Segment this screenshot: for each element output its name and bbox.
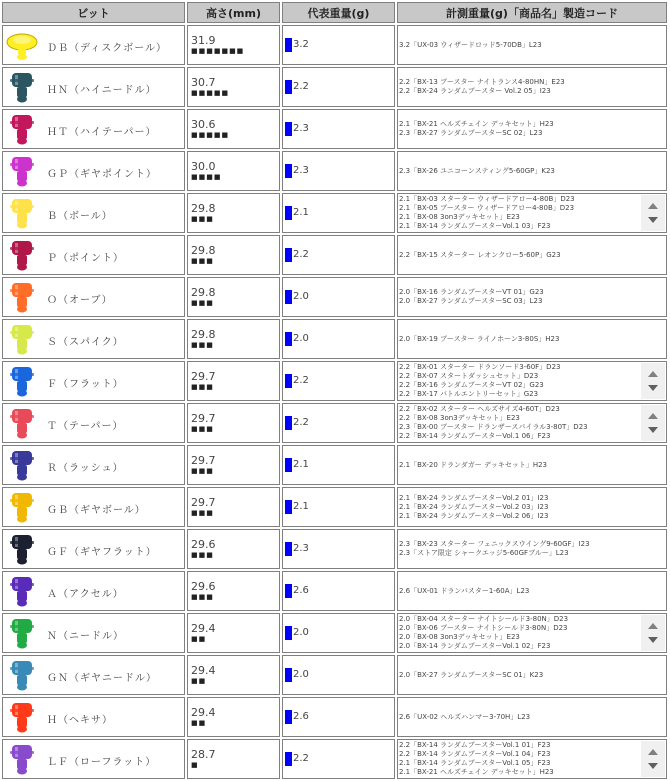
height-value: 30.6	[191, 118, 216, 131]
codes-cell	[397, 529, 667, 569]
bit-name: Ｔ（テーパー）	[47, 421, 124, 432]
weight-value: 2.1	[293, 459, 309, 470]
height-cell	[187, 361, 280, 401]
weight-bar	[285, 374, 292, 388]
weight-value: 2.2	[293, 81, 309, 92]
bit-image	[5, 616, 39, 650]
bit-cell	[2, 739, 185, 779]
code-list	[399, 446, 640, 484]
table-row	[2, 277, 667, 317]
bit-cell	[2, 277, 185, 317]
bit-image	[5, 406, 39, 440]
bit-cell	[2, 529, 185, 569]
code-line: 2.3「BX-00 ブースター ドランザースパイラル3-80T」D23	[399, 423, 588, 431]
height-marks: ■	[191, 761, 199, 769]
bit-name: Ｏ（オーブ）	[47, 295, 113, 306]
height-value: 29.8	[191, 244, 216, 257]
code-list	[399, 404, 640, 442]
height-cell	[187, 235, 280, 275]
table-row	[2, 445, 667, 485]
bit-cell	[2, 109, 185, 149]
weight-bar	[285, 206, 292, 220]
weight-cell	[282, 67, 395, 107]
bit-name: ＬＦ（ローフラット）	[47, 757, 157, 768]
codes-cell	[397, 655, 667, 695]
code-line: 2.2「BX-24 ランダムブースター Vol.2 05」I23	[399, 87, 551, 95]
code-line: 2.2「BX-16 ランダムブースターVT 02」G23	[399, 381, 544, 389]
table-header-row	[2, 2, 667, 23]
weight-value: 2.2	[293, 753, 309, 764]
weight-value: 2.2	[293, 249, 309, 260]
weight-cell	[282, 109, 395, 149]
weight-value: 2.1	[293, 501, 309, 512]
bit-cell	[2, 319, 185, 359]
weight-cell	[282, 571, 395, 611]
weight-bar	[285, 332, 292, 346]
bit-cell	[2, 487, 185, 527]
code-line: 2.0「BX-27 ランダムブースターSC 03」L23	[399, 297, 543, 305]
codes-cell	[397, 445, 667, 485]
codes-cell	[397, 151, 667, 191]
code-list	[399, 656, 640, 694]
bit-image	[5, 574, 39, 608]
code-list	[399, 362, 640, 400]
code-line: 2.3「BX-23 スターター フェニックスウイング9-60GF」I23	[399, 540, 590, 548]
bit-image	[5, 280, 39, 314]
weight-cell	[282, 739, 395, 779]
weight-bar	[285, 584, 292, 598]
height-value: 29.8	[191, 328, 216, 341]
codes-cell	[397, 571, 667, 611]
weight-value: 2.0	[293, 669, 309, 680]
weight-bar	[285, 80, 292, 94]
weight-cell	[282, 655, 395, 695]
weight-cell	[282, 151, 395, 191]
code-line: 2.2「BX-14 ランダムブースターVol.1 06」F23	[399, 432, 551, 440]
height-marks: ■■■■■■■	[191, 47, 245, 55]
code-scrollbar[interactable]	[641, 363, 665, 399]
bit-name: Ｒ（ラッシュ）	[47, 463, 124, 474]
table-row	[2, 361, 667, 401]
code-scrollbar[interactable]	[641, 195, 665, 231]
code-line: 2.0「BX-08 3on3デッキセット」E23	[399, 633, 520, 641]
height-marks: ■■	[191, 635, 207, 643]
code-line: 2.3「BX-27 ランダムブースターSC 02」L23	[399, 129, 543, 137]
bit-cell	[2, 193, 185, 233]
weight-value: 2.2	[293, 417, 309, 428]
code-list	[399, 236, 640, 274]
bit-cell	[2, 361, 185, 401]
code-line: 2.0「BX-14 ランダムブースターVol.1 02」F23	[399, 642, 551, 650]
bit-image	[5, 70, 39, 104]
height-cell	[187, 151, 280, 191]
code-line: 2.6「UX-01 ドランバスター1-60A」L23	[399, 586, 530, 595]
code-list	[399, 152, 640, 190]
code-line: 2.1「BX-08 3on3デッキセット」E23	[399, 213, 520, 221]
code-line: 2.2「BX-07 スタートダッシュセット」D23	[399, 372, 539, 380]
table-row	[2, 529, 667, 569]
weight-bar	[285, 248, 292, 262]
weight-bar	[285, 500, 292, 514]
column-header-height: 高さ(mm)	[187, 2, 280, 23]
bit-name: Ａ（アクセル）	[47, 589, 124, 600]
weight-value: 2.6	[293, 585, 309, 596]
table-row	[2, 697, 667, 737]
code-list	[399, 740, 640, 778]
bit-image	[5, 742, 39, 776]
bit-cell	[2, 235, 185, 275]
code-list	[399, 614, 640, 652]
weight-cell	[282, 235, 395, 275]
bit-image	[5, 196, 39, 230]
table-row	[2, 193, 667, 233]
bit-name: ＧＰ（ギヤポイント）	[47, 169, 157, 180]
code-list	[399, 194, 640, 232]
scroll-down-arrow-icon[interactable]	[648, 427, 658, 433]
height-value: 29.4	[191, 664, 216, 677]
table-row	[2, 235, 667, 275]
weight-cell	[282, 403, 395, 443]
bit-image	[5, 238, 39, 272]
bit-name: Ｐ（ポイント）	[47, 253, 124, 264]
code-list	[399, 278, 640, 316]
bit-image	[5, 700, 39, 734]
codes-cell	[397, 403, 667, 443]
weight-bar	[285, 164, 292, 178]
bit-cell	[2, 25, 185, 65]
code-line: 2.2「BX-01 スターター ドランソード3-60F」D23	[399, 363, 561, 371]
height-value: 29.7	[191, 412, 216, 425]
table-row	[2, 739, 667, 779]
codes-cell	[397, 613, 667, 653]
code-line: 2.2「BX-14 ランダムブースターVol.1 01」F23	[399, 741, 551, 749]
column-header-weight: 代表重量(g)	[282, 2, 395, 23]
height-value: 29.8	[191, 286, 216, 299]
code-line: 2.0「BX-06 ブースター ナイトシールド3-80N」D23	[399, 624, 568, 632]
codes-cell	[397, 193, 667, 233]
table-row	[2, 151, 667, 191]
weight-value: 3.2	[293, 39, 309, 50]
height-marks: ■■	[191, 677, 207, 685]
bit-image	[5, 364, 39, 398]
table-row	[2, 109, 667, 149]
code-line: 2.1「BX-14 ランダムブースターVol.1 03」F23	[399, 222, 551, 230]
height-cell	[187, 697, 280, 737]
code-line: 2.0「BX-04 スターター ナイトシールド3-80N」D23	[399, 615, 569, 623]
code-line: 2.1「BX-05 ブースター ウィザードアロー4-80B」D23	[399, 204, 575, 212]
weight-cell	[282, 697, 395, 737]
bit-name: ＧＢ（ギヤボール）	[47, 505, 146, 516]
bit-image	[5, 154, 39, 188]
height-cell	[187, 25, 280, 65]
bit-cell	[2, 445, 185, 485]
code-scrollbar[interactable]	[641, 405, 665, 441]
height-marks: ■■■	[191, 551, 214, 559]
weight-value: 2.0	[293, 627, 309, 638]
codes-cell	[397, 739, 667, 779]
code-line: 2.2「BX-08 3on3デッキセット」E23	[399, 414, 520, 422]
bit-name: Ｎ（ニードル）	[47, 631, 124, 642]
bit-cell	[2, 67, 185, 107]
code-list	[399, 698, 640, 736]
weight-bar	[285, 710, 292, 724]
bit-cell	[2, 655, 185, 695]
height-value: 30.7	[191, 76, 216, 89]
height-cell	[187, 109, 280, 149]
scroll-up-arrow-icon[interactable]	[648, 203, 658, 209]
scroll-up-arrow-icon[interactable]	[648, 749, 658, 755]
table-row	[2, 487, 667, 527]
code-line: 2.0「BX-27 ランダムブースターSC 01」K23	[399, 670, 544, 679]
height-cell	[187, 529, 280, 569]
bit-name: ＨＴ（ハイテーパー）	[47, 127, 157, 138]
weight-cell	[282, 445, 395, 485]
height-marks: ■■■■	[191, 173, 222, 181]
height-cell	[187, 655, 280, 695]
weight-bar	[285, 458, 292, 472]
bit-image	[5, 448, 39, 482]
table-row	[2, 403, 667, 443]
bit-image	[5, 322, 39, 356]
height-value: 31.9	[191, 34, 216, 47]
weight-value: 2.1	[293, 207, 309, 218]
height-cell	[187, 277, 280, 317]
weight-cell	[282, 613, 395, 653]
bit-image	[5, 532, 39, 566]
code-line: 2.1「BX-24 ランダムブースターVol.2 03」I23	[399, 502, 549, 511]
bit-name: ＨＮ（ハイニードル）	[47, 85, 157, 96]
code-line: 2.0「BX-19 ブースター ライノホーン3-80S」H23	[399, 334, 560, 343]
height-marks: ■■■	[191, 341, 214, 349]
height-cell	[187, 445, 280, 485]
height-value: 29.4	[191, 622, 216, 635]
table-body	[2, 25, 667, 779]
height-cell	[187, 739, 280, 779]
bit-cell	[2, 697, 185, 737]
code-list	[399, 26, 640, 64]
weight-bar	[285, 416, 292, 430]
height-value: 29.7	[191, 454, 216, 467]
bit-name: ＤＢ（ディスクボール）	[47, 43, 167, 54]
codes-cell	[397, 697, 667, 737]
code-line: 2.2「BX-13 ブースター ナイトランス4-80HN」E23	[399, 78, 565, 86]
weight-cell	[282, 487, 395, 527]
code-list	[399, 320, 640, 358]
code-line: 2.1「BX-14 ランダムブースターVol.1 05」F23	[399, 759, 551, 767]
weight-cell	[282, 361, 395, 401]
scroll-down-arrow-icon[interactable]	[648, 637, 658, 643]
weight-cell	[282, 25, 395, 65]
bit-cell	[2, 613, 185, 653]
scroll-up-arrow-icon[interactable]	[648, 623, 658, 629]
weight-bar	[285, 752, 292, 766]
height-marks: ■■■■■	[191, 89, 230, 97]
weight-value: 2.6	[293, 711, 309, 722]
bit-name: Ｈ（ヘキサ）	[47, 715, 113, 726]
weight-cell	[282, 529, 395, 569]
bit-cell	[2, 151, 185, 191]
codes-cell	[397, 277, 667, 317]
code-line: 2.2「BX-14 ランダムブースターVol.1 04」F23	[399, 750, 551, 758]
code-line: 3.2「UX-03 ウィザードロッド5-70DB」L23	[399, 40, 542, 49]
height-marks: ■■■	[191, 509, 214, 517]
height-value: 29.7	[191, 496, 216, 509]
height-cell	[187, 487, 280, 527]
height-cell	[187, 571, 280, 611]
code-line: 2.2「BX-17 バトルエントリーセット」G23	[399, 390, 539, 398]
table-row	[2, 319, 667, 359]
codes-cell	[397, 319, 667, 359]
codes-cell	[397, 235, 667, 275]
code-line: 2.2「BX-15 スターター レオンクロー5-60P」G23	[399, 250, 561, 259]
weight-value: 2.0	[293, 333, 309, 344]
bit-cell	[2, 571, 185, 611]
height-value: 30.0	[191, 160, 216, 173]
height-marks: ■■■	[191, 215, 214, 223]
height-cell	[187, 67, 280, 107]
column-header-codes: 計測重量(g)「商品名」製造コード	[397, 2, 667, 23]
code-line: 2.3「BX-26 ユニコーンスティング5-60GP」K23	[399, 166, 555, 175]
weight-bar	[285, 626, 292, 640]
height-value: 29.7	[191, 370, 216, 383]
code-line: 2.6「UX-02 ヘルズハンマー3-70H」L23	[399, 712, 531, 721]
height-value: 29.8	[191, 202, 216, 215]
code-list	[399, 572, 640, 610]
weight-bar	[285, 542, 292, 556]
weight-value: 2.3	[293, 123, 309, 134]
scroll-up-arrow-icon[interactable]	[648, 371, 658, 377]
weight-value: 2.0	[293, 291, 309, 302]
code-scrollbar[interactable]	[641, 615, 665, 651]
code-scrollbar[interactable]	[641, 741, 665, 777]
weight-cell	[282, 319, 395, 359]
scroll-down-arrow-icon[interactable]	[648, 385, 658, 391]
height-cell	[187, 613, 280, 653]
height-marks: ■■	[191, 719, 207, 727]
bit-name: ＧＮ（ギヤニードル）	[47, 673, 157, 684]
code-line: 2.1「BX-20 ドランダガー デッキセット」H23	[399, 460, 548, 469]
weight-bar	[285, 122, 292, 136]
weight-value: 2.3	[293, 543, 309, 554]
codes-cell	[397, 25, 667, 65]
height-marks: ■■■	[191, 299, 214, 307]
code-line: 2.1「BX-21 ヘルズチェイン デッキセット」H23	[399, 768, 554, 776]
scroll-down-arrow-icon[interactable]	[648, 763, 658, 769]
codes-cell	[397, 67, 667, 107]
weight-cell	[282, 193, 395, 233]
height-marks: ■■■	[191, 425, 214, 433]
weight-bar	[285, 38, 292, 52]
code-line: 2.1「BX-21 ヘルズチェイン デッキセット」H23	[399, 120, 554, 128]
height-value: 29.4	[191, 706, 216, 719]
height-value: 29.6	[191, 580, 216, 593]
table-row	[2, 25, 667, 65]
bit-image	[5, 490, 39, 524]
height-value: 28.7	[191, 748, 216, 761]
weight-bar	[285, 290, 292, 304]
code-line: 2.1「BX-24 ランダムブースターVol.2 06」I23	[399, 511, 549, 520]
codes-cell	[397, 361, 667, 401]
table-row	[2, 67, 667, 107]
height-cell	[187, 403, 280, 443]
code-line: 2.1「BX-03 スターター ウィザードアロー4-80B」D23	[399, 195, 575, 203]
code-list	[399, 110, 640, 148]
height-marks: ■■■	[191, 467, 214, 475]
column-header-bit: ビット	[2, 2, 185, 23]
height-marks: ■■■	[191, 383, 214, 391]
table-row	[2, 571, 667, 611]
code-list	[399, 530, 640, 568]
code-list	[399, 488, 640, 526]
code-line: 2.1「BX-24 ランダムブースターVol.2 01」I23	[399, 493, 549, 502]
bit-name: Ｂ（ボール）	[47, 211, 113, 222]
height-marks: ■■■■■	[191, 131, 230, 139]
weight-value: 2.3	[293, 165, 309, 176]
bit-name: Ｓ（スパイク）	[47, 337, 124, 348]
code-line: 2.0「BX-16 ランダムブースターVT 01」G23	[399, 288, 544, 296]
bit-image	[5, 658, 39, 692]
weight-bar	[285, 668, 292, 682]
bit-cell	[2, 403, 185, 443]
codes-cell	[397, 487, 667, 527]
bit-name: ＧＦ（ギヤフラット）	[47, 547, 157, 558]
height-cell	[187, 193, 280, 233]
height-value: 29.6	[191, 538, 216, 551]
code-line: 2.2「BX-02 スターター ヘルズサイズ4-60T」D23	[399, 405, 560, 413]
code-list	[399, 68, 640, 106]
bit-name: Ｆ（フラット）	[47, 379, 124, 390]
bit-image	[5, 112, 39, 146]
codes-cell	[397, 109, 667, 149]
scroll-up-arrow-icon[interactable]	[648, 413, 658, 419]
code-line: 2.3「ストア限定 シャークエッジ5-60GFブルー」L23	[399, 549, 569, 557]
table-row	[2, 613, 667, 653]
bit-image	[5, 28, 39, 62]
table-row	[2, 655, 667, 695]
scroll-down-arrow-icon[interactable]	[648, 217, 658, 223]
height-marks: ■■■	[191, 257, 214, 265]
weight-value: 2.2	[293, 375, 309, 386]
height-cell	[187, 319, 280, 359]
height-marks: ■■■	[191, 593, 214, 601]
weight-cell	[282, 277, 395, 317]
